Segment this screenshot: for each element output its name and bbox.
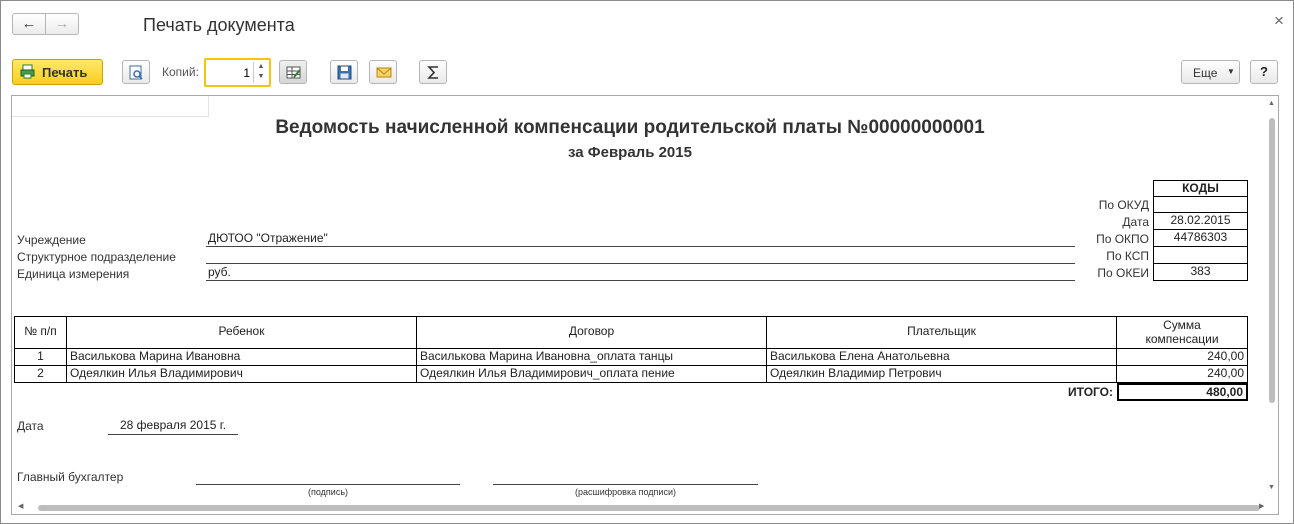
table-cell: 2 xyxy=(14,366,67,383)
total-value: 480,00 xyxy=(1117,383,1248,401)
table-cell: Василькова Марина Ивановна xyxy=(67,349,417,366)
table-header-cell: Договор xyxy=(417,316,767,349)
signature-decode-caption: (расшифровка подписи) xyxy=(575,487,676,497)
code-okpo-value: 44786303 xyxy=(1153,230,1248,247)
vertical-scrollbar[interactable] xyxy=(1267,96,1278,501)
more-button[interactable] xyxy=(1181,60,1240,84)
unit-label: Единица измерения xyxy=(17,267,130,281)
division-label: Структурное подразделение xyxy=(17,250,176,264)
date-value: 28 февраля 2015 г. xyxy=(108,418,238,435)
printer-icon xyxy=(20,64,35,79)
spin-down-icon[interactable]: ▼ xyxy=(257,73,265,80)
code-okpo-label: По ОКПО xyxy=(1096,232,1149,246)
scroll-up-icon[interactable]: ▲ xyxy=(1268,100,1275,107)
table-cell: Одеялкин Илья Владимирович_оплата пение xyxy=(417,366,767,383)
table-cell: Василькова Елена Анатольевна xyxy=(767,349,1117,366)
copies-input[interactable] xyxy=(208,63,250,82)
date-label: Дата xyxy=(17,419,44,433)
signature-decode-line xyxy=(493,484,758,485)
table-edit-icon xyxy=(286,65,302,80)
arrow-left-icon: ← xyxy=(21,15,37,32)
table-cell: 240,00 xyxy=(1117,366,1248,383)
back-button[interactable] xyxy=(12,13,46,35)
document-title: Ведомость начисленной компенсации родительской платы №00000000001 xyxy=(275,117,985,138)
forward-button[interactable] xyxy=(45,13,79,35)
horizontal-scrollbar[interactable] xyxy=(12,501,1267,514)
arrow-right-icon: → xyxy=(54,15,70,32)
document-area[interactable] xyxy=(11,95,1279,515)
preview-icon xyxy=(129,65,144,80)
code-okei-value: 383 xyxy=(1153,264,1248,281)
table-cell: Василькова Марина Ивановна_оплата танцы xyxy=(417,349,767,366)
scroll-down-icon[interactable]: ▼ xyxy=(1268,484,1275,491)
help-button[interactable]: ? xyxy=(1250,60,1278,84)
codes-header: КОДЫ xyxy=(1153,180,1248,196)
sum-button[interactable] xyxy=(419,60,447,84)
scroll-left-icon[interactable]: ◀ xyxy=(18,503,24,510)
envelope-icon xyxy=(376,65,392,80)
total-label: ИТОГО: xyxy=(1068,385,1113,399)
table-header-cell: Ребенок xyxy=(67,316,417,349)
scroll-right-icon[interactable]: ▶ xyxy=(1259,503,1265,510)
code-ksp-label: По КСП xyxy=(1106,249,1149,263)
floppy-disk-icon xyxy=(337,65,352,80)
code-okei-label: По ОКЕИ xyxy=(1097,266,1149,280)
copies-spinner[interactable] xyxy=(253,62,268,83)
sheet-corner xyxy=(12,96,209,117)
table-header-cell: Плательщик xyxy=(767,316,1117,349)
print-button-label: Печать xyxy=(42,65,88,80)
signature-caption: (подпись) xyxy=(307,487,349,497)
table-cell: Одеялкин Владимир Петрович xyxy=(767,366,1117,383)
signature-line xyxy=(196,484,460,485)
close-icon[interactable]: × xyxy=(1274,11,1284,30)
copies-stepper[interactable] xyxy=(204,58,271,87)
table-cell: 240,00 xyxy=(1117,349,1248,366)
chief-accountant-label: Главный бухгалтер xyxy=(17,470,124,484)
institution-value: ДЮТОО "Отражение" xyxy=(206,231,1075,247)
unit-value: руб. xyxy=(206,265,1075,281)
table-header-cell: № п/п xyxy=(14,316,67,349)
sigma-icon xyxy=(426,65,441,80)
code-ksp-value xyxy=(1153,247,1248,264)
code-date-label: Дата xyxy=(1122,215,1149,229)
document-period: за Февраль 2015 xyxy=(568,144,692,161)
copies-label: Копий: xyxy=(162,65,199,79)
spin-up-icon[interactable]: ▲ xyxy=(257,63,265,70)
code-okud-label: По ОКУД xyxy=(1098,198,1149,212)
code-okud-value xyxy=(1153,196,1248,213)
code-date-value: 28.02.2015 xyxy=(1153,213,1248,230)
table-cell: Одеялкин Илья Владимирович xyxy=(67,366,417,383)
table-header-cell: Сумма компенсации xyxy=(1117,316,1248,349)
more-button-label: Еще xyxy=(1193,66,1218,80)
dropdown-arrow-icon: ▼ xyxy=(1227,67,1235,76)
edit-button[interactable] xyxy=(279,60,307,84)
horizontal-scroll-thumb[interactable] xyxy=(38,505,1260,511)
institution-label: Учреждение xyxy=(17,233,86,247)
save-button[interactable] xyxy=(330,60,358,84)
vertical-scroll-thumb[interactable] xyxy=(1269,118,1275,403)
table-cell: 1 xyxy=(14,349,67,366)
print-button[interactable] xyxy=(12,59,103,85)
window-title: Печать документа xyxy=(143,15,295,35)
send-email-button[interactable] xyxy=(369,60,397,84)
preview-button[interactable] xyxy=(122,60,150,84)
division-value xyxy=(206,248,1075,264)
